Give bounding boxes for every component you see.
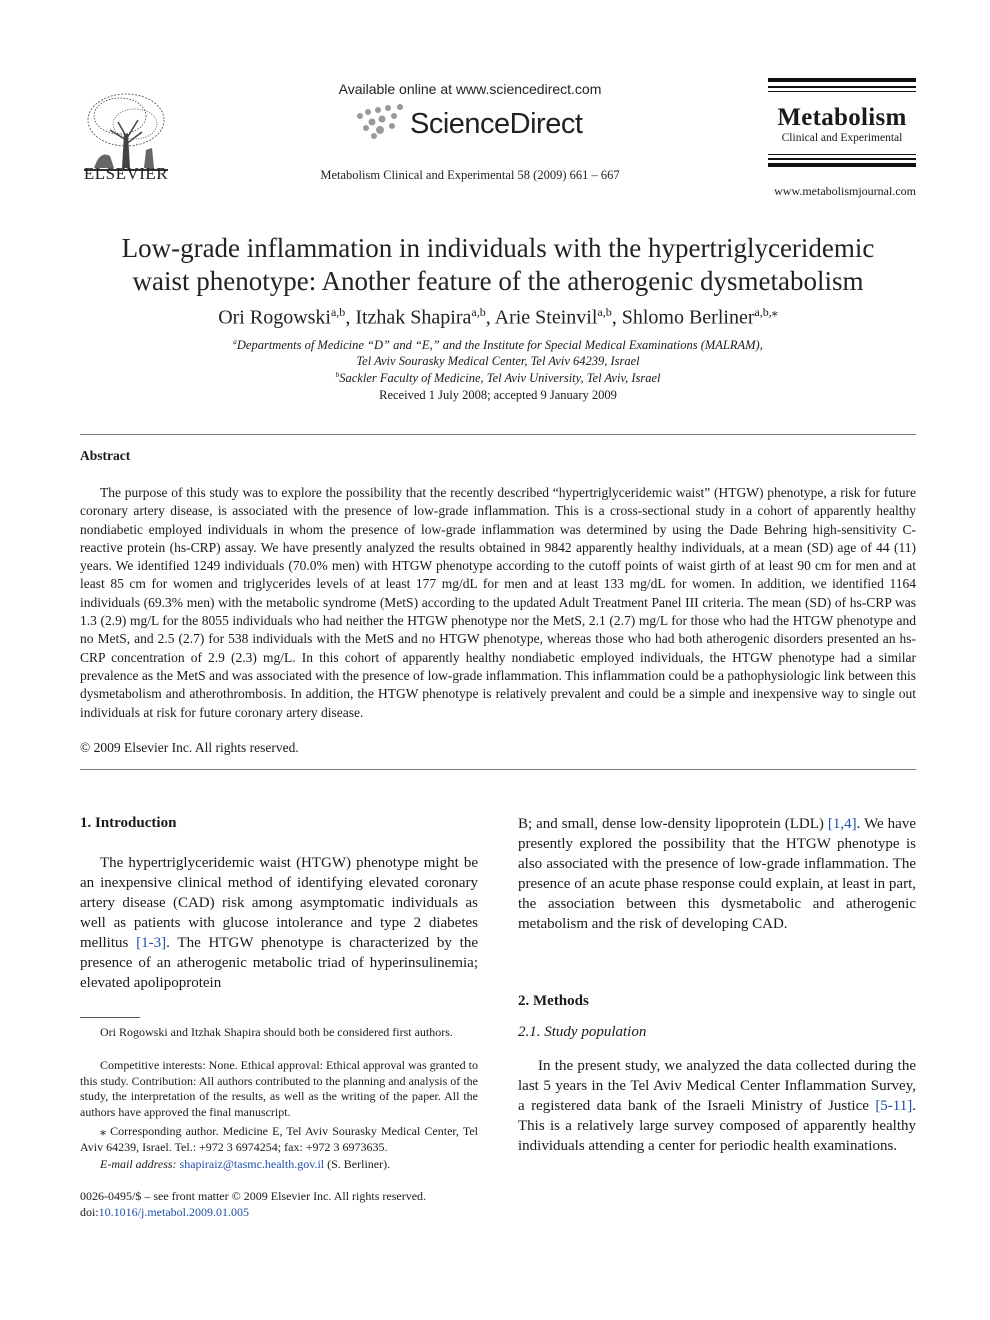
affiliation-b	[80, 370, 916, 386]
affiliation-mark: a	[233, 337, 237, 346]
text-run: The hypertriglyceridemic waist (HTGW) phenotype might be an inexpensive clinical method of identifying elevated coronary artery disease (CAD) risk among asymptomatic individuals as well as patients with glucose intolerance and type 2 diabetes mellitus	[80, 855, 478, 951]
intro-column-left	[80, 853, 478, 993]
issn-text: 0026-0495/$ – see front matter © 2009 Elsevier Inc. All rights reserved.	[80, 1189, 427, 1203]
reference-link[interactable]: [1-3]	[136, 935, 167, 951]
received-dates: Received 1 July 2008; accepted 9 January 2009	[379, 388, 617, 402]
publisher-name: ELSEVIER	[83, 164, 169, 183]
doi-link[interactable]: 10.1016/j.metabol.2009.01.005	[98, 1205, 249, 1219]
journal-url-link[interactable]: www.metabolismjournal.com	[774, 184, 916, 198]
section-heading-introduction: 1. Introduction	[80, 815, 177, 831]
author-name[interactable]: Arie Steinvil	[494, 306, 598, 329]
text-run: B; and small, dense low-density lipoprotein (LDL)	[518, 816, 828, 832]
author-name[interactable]: Itzhak Shapira	[355, 306, 472, 329]
footnote-text: Competitive interests: None. Ethical approval: Ethical approval was granted to this study. Contribution: All authors contributed to the planning and analysis of the study, the interpretation of the results, as well as the writing of the paper. All the authors have approved the final manuscript.	[80, 1058, 478, 1119]
footnote-divider	[80, 1017, 140, 1018]
text-run: . The HTGW phenotype is characterized by the presence of an atherogenic metabolic triad of hyperinsulinemia; elevated apolipoprotein	[80, 935, 478, 991]
sciencedirect-wordmark: ScienceDirect	[410, 108, 583, 140]
author-separator: ,	[345, 306, 356, 329]
methods-column	[518, 1056, 916, 1156]
author-separator: ,	[611, 306, 622, 329]
doi-line	[80, 1204, 426, 1220]
journal-subtitle: Clinical and Experimental	[781, 132, 903, 144]
affiliation-text: Sackler Faculty of Medicine, Tel Aviv University, Tel Aviv, Israel	[339, 371, 661, 386]
paragraph	[80, 853, 478, 993]
reference-link[interactable]: [5-11]	[875, 1098, 913, 1114]
author-list	[80, 305, 916, 330]
title-line-1: Low-grade inflammation in individuals with the hypertriglyceridemic	[121, 233, 875, 263]
footnote-text: Ori Rogowski and Itzhak Shapira should both be considered first authors.	[100, 1025, 453, 1039]
author-affiliation-mark: a,b	[597, 305, 612, 319]
affiliation-text: Departments of Medicine “D” and “E,” and the Institute for Special Medical Examinations (MALRAM),	[236, 338, 763, 353]
divider	[80, 769, 916, 770]
footnote-competing-interests	[80, 1058, 478, 1120]
title-line-2: waist phenotype: Another feature of the atherogenic dysmetabolism	[132, 266, 864, 296]
author-affiliation-mark: a,b	[330, 305, 346, 319]
author-affiliation-mark: a,b,⁎	[754, 305, 778, 319]
text-run: . This is a relatively large survey composed of apparently healthy individuals attending a center for periodic health examinations.	[518, 1098, 916, 1154]
abstract-text: The purpose of this study was to explore the possibility that the recently described “hypertriglyceridemic waist” (HTGW) phenotype, a risk for future coronary artery disease, is associated with the presence of low-grade inflammation. This is a cross-sectional study in a cohort of apparently healthy nondiabetic employed individuals in whom the presence of low-grade inflammation was determined by using the Dade Behring high-sensitivity C-reactive protein (hs-CRP) assay. We have presently analyzed the results obtained in 9842 apparently healthy individuals, at a mean (SD) age of 44 (11) years. We identified 1249 individuals (70.0% men) with HTGW phenotype according to the cutoff points of waist girth of at least 90 cm for men and at least 85 cm for women and triglycerides levels of at least 177 mg/dL for men and at least 133 mg/dL for women. In addition, we identified 1164 individuals (69.3% men) with the metabolic syndrome (MetS) according to the updated Adult Treatment Panel III criteria. The mean (SD) of hs-CRP was 1.3 (2.9) mg/L for the 8055 individuals who had neither the HTGW phenotype nor the MetS, 2.1 (2.7) mg/L for those who had the HTGW phenotype and no MetS, and 2.5 (2.7) for 538 individuals with the MetS and no HTGW phenotype, whereas those who had both atherogenic disorders presented an hs-CRP concentration of 2.9 (2.3) mg/L. In this cohort of apparently healthy nondiabetic employed individuals, the HTGW phenotype had a similar prevalence as the MetS and was associated with the presence of low-grade inflammation. This inflammation could be a pathophysiologic link between this dysmetabolism and atherothrombosis. In addition, the HTGW phenotype is relatively prevalent and could be a simple and inexpensive way to single out individuals at risk for future coronary artery disease.	[80, 485, 916, 720]
affiliation-a	[80, 337, 916, 353]
affiliation-a-line2: Tel Aviv Sourasky Medical Center, Tel Aviv 64239, Israel	[356, 354, 640, 368]
footnote-text: ⁎ Corresponding author. Medicine E, Tel Aviv Sourasky Medical Center, Tel Aviv 64239, Israel. Tel.: +972 3 6974254; fax: +972 3 6973635.	[80, 1124, 478, 1154]
abstract-copyright: © 2009 Elsevier Inc. All rights reserved.	[80, 740, 299, 755]
intro-column-right	[518, 814, 916, 934]
section-heading-methods: 2. Methods	[518, 993, 589, 1009]
author-name[interactable]: Ori Rogowski	[218, 306, 331, 329]
author-affiliation-mark: a,b	[471, 305, 486, 319]
email-link[interactable]: shapiraiz@tasmc.health.gov.il	[179, 1157, 325, 1171]
available-online-text: Available online at www.sciencedirect.com	[338, 81, 602, 97]
subsection-heading-study-population: 2.1. Study population	[518, 1024, 647, 1040]
email-suffix: (S. Berliner).	[324, 1157, 391, 1171]
divider	[80, 434, 916, 435]
issn-block	[80, 1188, 426, 1220]
author-name[interactable]: Shlomo Berliner	[621, 306, 755, 329]
article-title	[80, 232, 916, 298]
journal-citation: Metabolism Clinical and Experimental 58 (2009) 661 – 667	[320, 168, 620, 182]
reference-link[interactable]: [1,4]	[827, 816, 857, 832]
email-label: E-mail address:	[100, 1157, 177, 1171]
abstract-heading: Abstract	[80, 448, 131, 463]
doi-label: doi:	[80, 1205, 99, 1219]
paragraph	[518, 1056, 916, 1156]
author-separator: ,	[485, 306, 495, 329]
text-run: In the present study, we analyzed the data collected during the last 5 years in the Tel Aviv Medical Center Inflammation Survey, a registered data bank of the Israeli Ministry of Justice	[518, 1058, 916, 1114]
footnote-first-authors	[80, 1025, 478, 1041]
affiliation-mark: b	[335, 370, 340, 379]
journal-title: Metabolism	[777, 104, 907, 131]
paragraph	[518, 814, 916, 934]
journal-masthead	[768, 78, 916, 178]
text-run: . We have presently explored the possibility that the HTGW phenotype is also associated with the presence of low-grade inflammation. The presence of an acute phase response could explain, at least in part, the association between this dysmetabolic and atherogenic metabolism and the risk of developing CAD.	[518, 816, 916, 932]
footnote-email	[80, 1157, 478, 1173]
footnote-corresponding-author	[80, 1124, 478, 1155]
